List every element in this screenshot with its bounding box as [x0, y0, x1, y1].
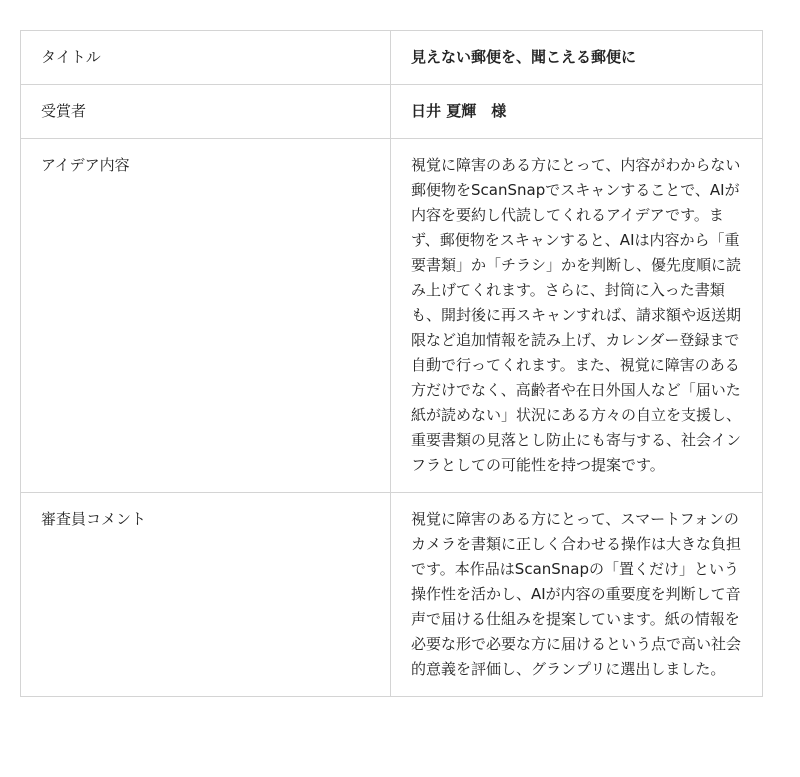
judge-comment-text: 視覚に障害のある方にとって、スマートフォンのカメラを書類に正しく合わせる操作は大きな負担です。本作品はScanSnapの「置くだけ」という操作性を活かし、AIが内容の重要度を判断して音声で届ける仕組みを提案しています。紙の情報を必要な形で必要な方に届けるという点で高い社会的意義を評価し、グランプリに選出しました。 — [391, 493, 763, 697]
winner-label: 受賞者 — [21, 85, 391, 139]
idea-description: 視覚に障害のある方にとって、内容がわからない郵便物をScanSnapでスキャンすることで、AIが内容を要約し代読してくれるアイデアです。まず、郵便物をスキャンすると、AIは内容から「重要書類」か「チラシ」かを判断し、優先度順に読み上げてくれます。さらに、封筒に入った書類も、開封後に再スキャンすれば、請求額や返送期限など追加情報を読み上げ、カレンダー登録まで自動で行ってくれます。また、視覚に障害のある方だけでなく、高齢者や在日外国人など「届いた紙が読めない」状況にある方々の自立を支援し、重要書類の見落とし防止にも寄与する、社会インフラとしての可能性を持つ提案です。 — [391, 139, 763, 493]
idea-row — [21, 139, 763, 493]
award-details-table — [20, 30, 763, 697]
idea-label: アイデア内容 — [21, 139, 391, 493]
judge-comment-row — [21, 493, 763, 697]
title-label: タイトル — [21, 31, 391, 85]
winner-row — [21, 85, 763, 139]
title-row — [21, 31, 763, 85]
judge-comment-label: 審査員コメント — [21, 493, 391, 697]
title-value: 見えない郵便を、聞こえる郵便に — [391, 31, 763, 85]
winner-value: 日井 夏輝 様 — [391, 85, 763, 139]
